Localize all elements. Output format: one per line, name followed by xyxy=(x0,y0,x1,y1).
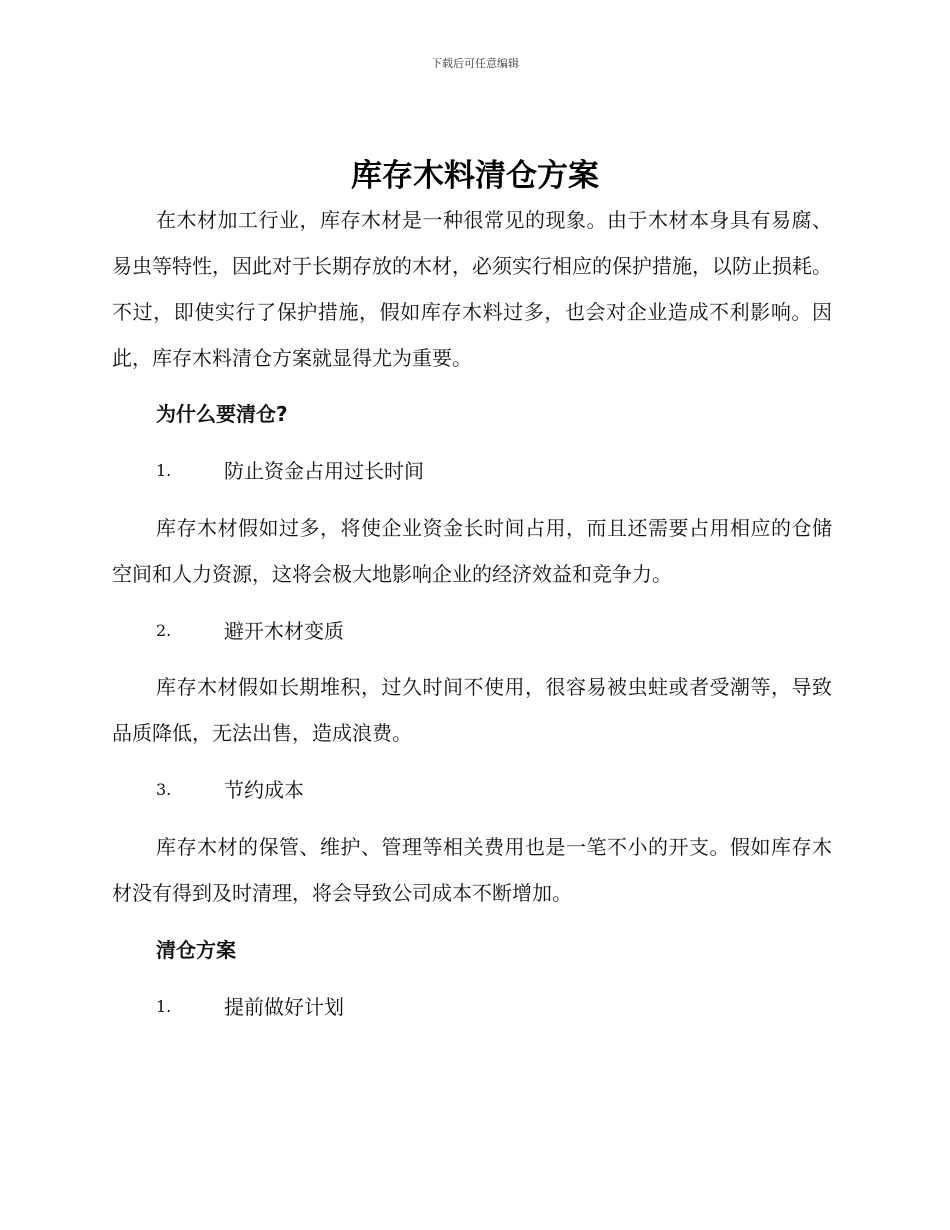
list-number: 2. xyxy=(156,621,172,640)
list-number: 1. xyxy=(156,997,172,1016)
list-item-why-1 xyxy=(156,456,832,486)
list-item-why-2 xyxy=(156,616,832,646)
header-note: 下载后可任意编辑 xyxy=(431,57,519,70)
list-item-title: 避开木材变质 xyxy=(224,619,344,643)
intro-paragraph: 在木材加工行业，库存木材是一种很常见的现象。由于木材本身具有易腐、易虫等特性，因此对于长期存放的木材，必须实行相应的保护措施，以防止损耗。不过，即使实行了保护措施，假如库存木料过多，也会对企业造成不利影响。因此，库存木料清仓方案就显得尤为重要。 xyxy=(112,208,832,370)
paragraph-why-1: 库存木材假如过多，将使企业资金长时间占用，而且还需要占用相应的仓储空间和人力资源，这将会极大地影响企业的经济效益和竞争力。 xyxy=(112,516,832,586)
list-item-title: 提前做好计划 xyxy=(224,995,344,1019)
list-number: 3. xyxy=(156,780,172,799)
section-heading-plan: 清仓方案 xyxy=(156,938,236,962)
list-number: 1. xyxy=(156,461,172,480)
paragraph-why-2: 库存木材假如长期堆积，过久时间不使用，很容易被虫蛀或者受潮等，导致品质降低，无法出售，造成浪费。 xyxy=(112,675,832,745)
list-item-title: 防止资金占用过长时间 xyxy=(224,459,424,483)
section-heading-why: 为什么要清仓? xyxy=(156,402,288,426)
list-item-title: 节约成本 xyxy=(224,778,304,802)
list-item-plan-1 xyxy=(156,992,832,1022)
list-item-why-3 xyxy=(156,775,832,805)
document-title: 库存木料清仓方案 xyxy=(351,158,599,194)
paragraph-why-3: 库存木材的保管、维护、管理等相关费用也是一笔不小的开支。假如库存木材没有得到及时清理，将会导致公司成本不断增加。 xyxy=(112,835,832,905)
